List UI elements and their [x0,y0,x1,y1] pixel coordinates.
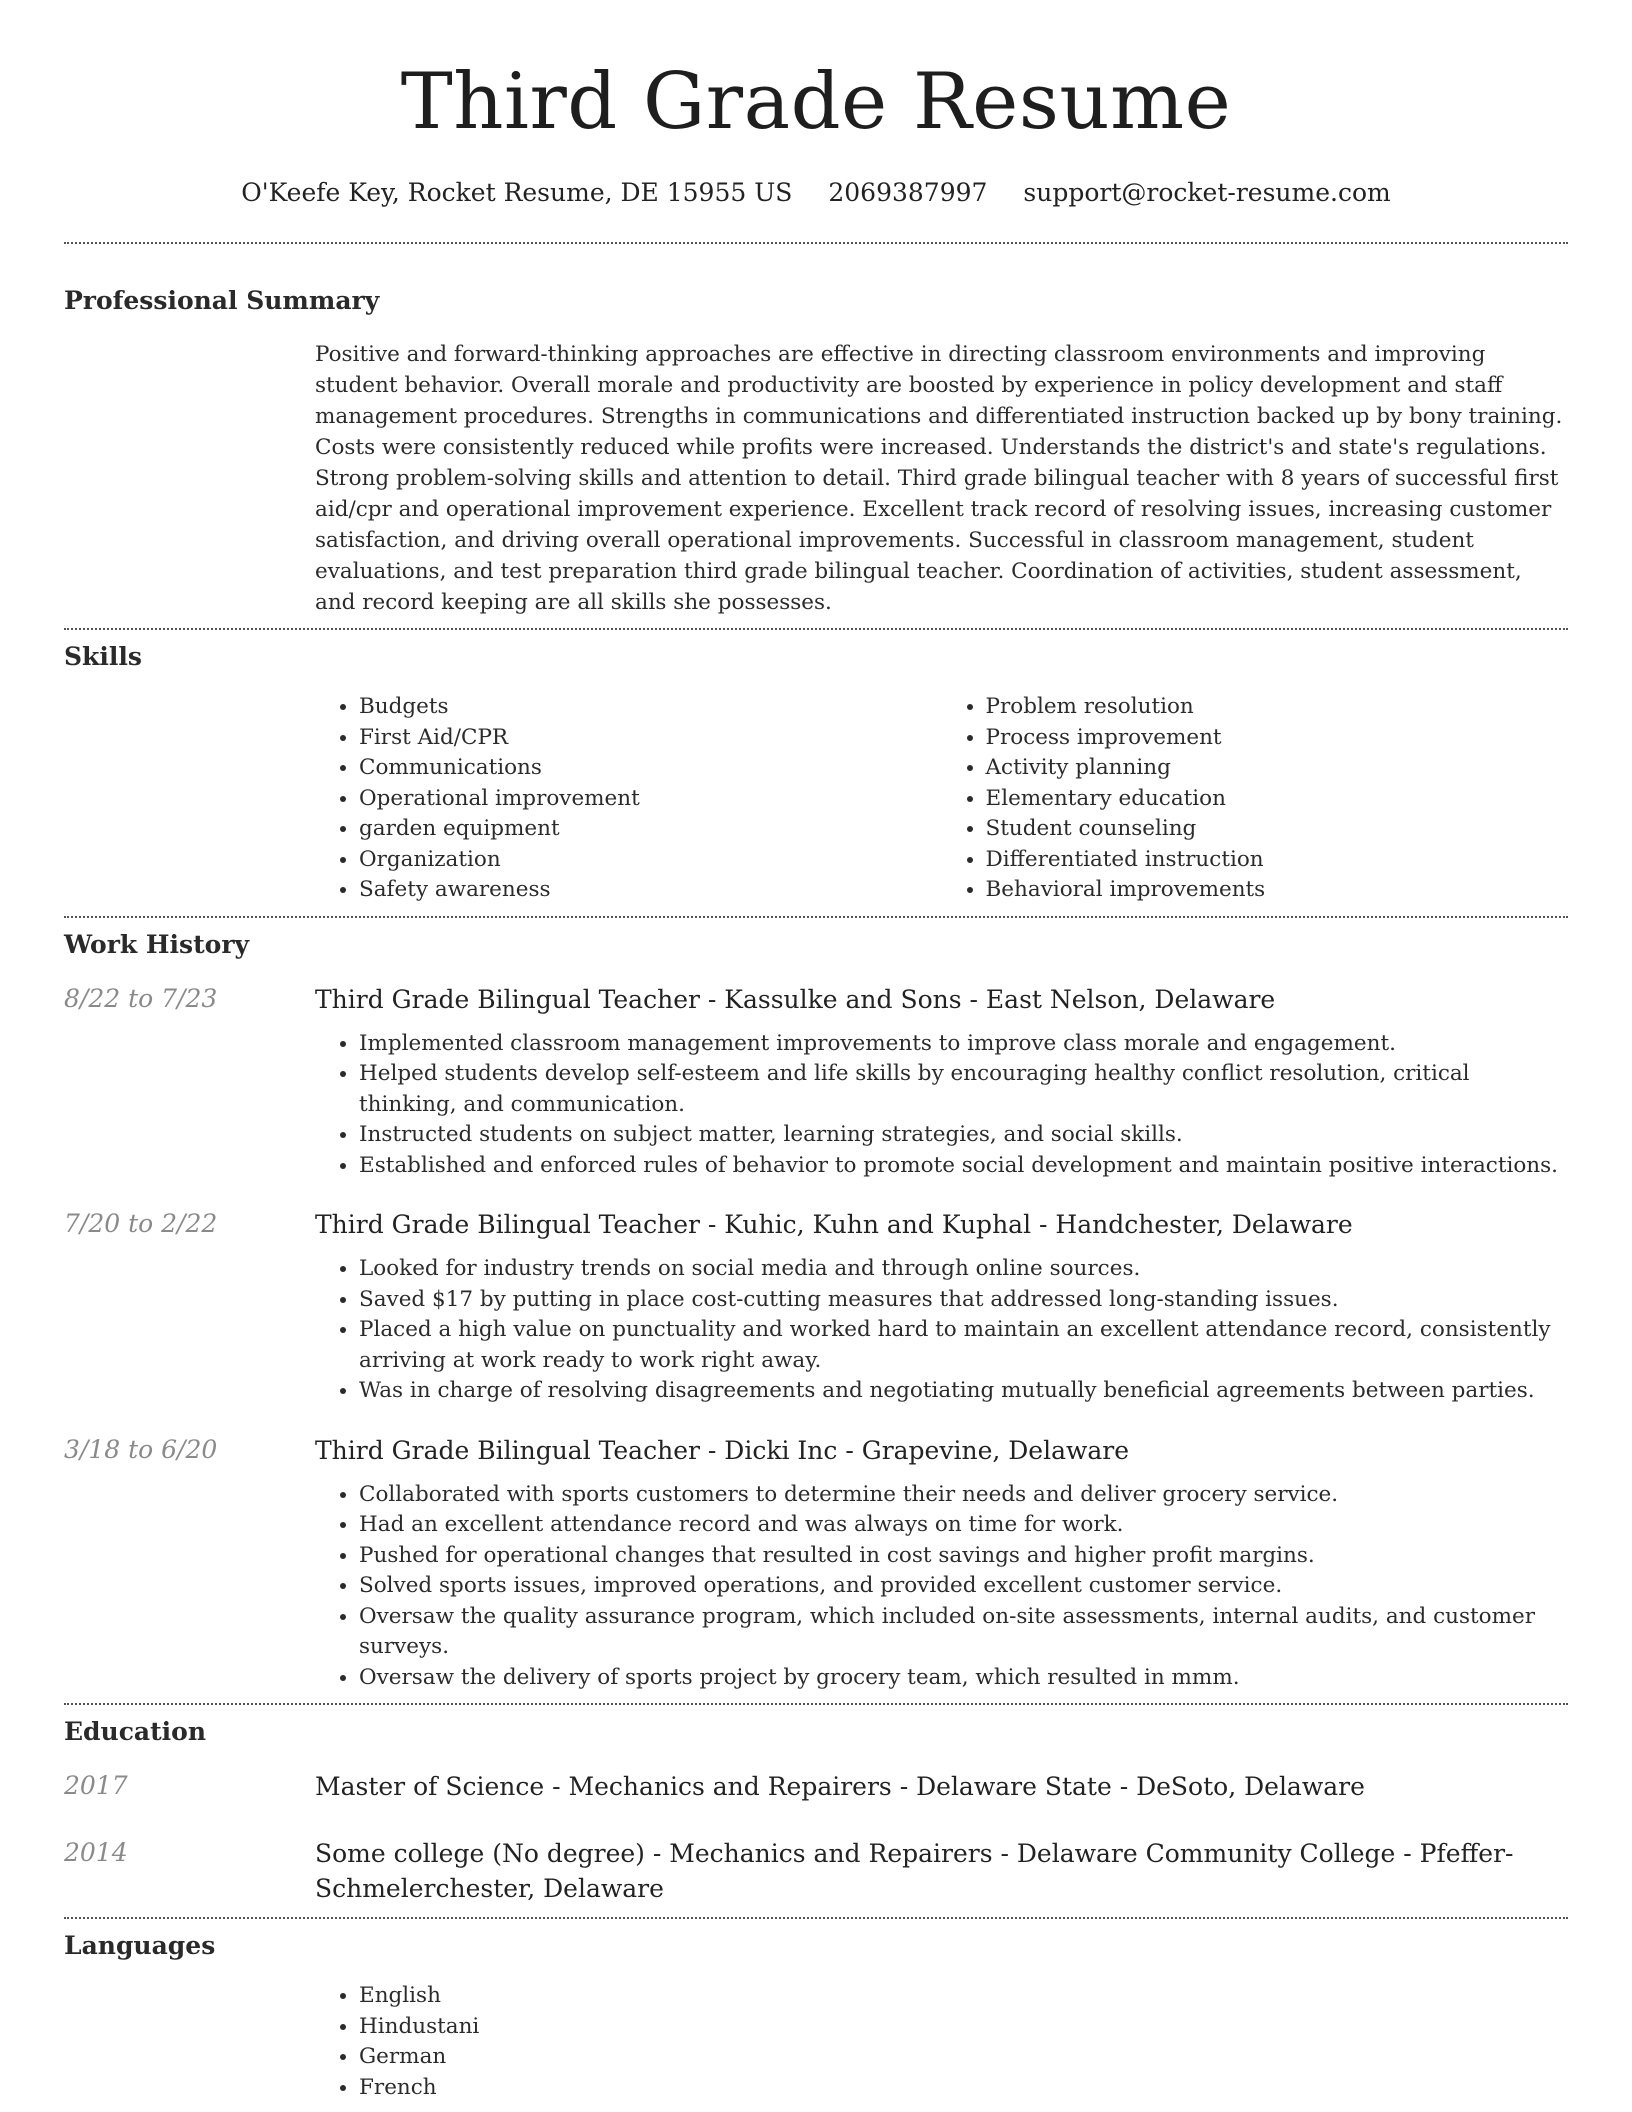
skills-list-right [942,692,1569,906]
work-bullet: • Oversaw the quality assurance program, which included on-site assessments, internal audits, and customer surveys. [359,1602,1568,1663]
skill-item: • Behavioral improvements [986,875,1569,906]
work-section [64,928,1568,1694]
contact-phone: 2069387997 [828,178,988,207]
education-entry [64,1769,1568,1804]
skills-list-left [315,692,942,906]
work-bullets [315,1254,1568,1407]
summary-heading: Professional Summary [64,286,380,315]
work-bullet: • Established and enforced rules of behavior to promote social development and maintain positive interactions. [359,1151,1568,1182]
languages-heading: Languages [64,1931,216,1960]
skill-item: • Activity planning [986,753,1569,784]
summary-text: Positive and forward-thinking approaches are effective in directing classroom environments and improving student behavior. Overall morale and productivity are boosted by experience in policy development and staff management procedures. Strengths in communications and differentiated instruction backed up by bony training. Costs were consistently reduced while profits were increased. Understands the district's and state's regulations. Strong problem-solving skills and attention to detail. Third grade bilingual teacher with 8 years of successful first aid/cpr and operational improvement experience. Excellent track record of resolving issues, increasing customer satisfaction, and driving overall operational improvements. Successful in classroom management, student evaluations, and test preparation third grade bilingual teacher. Coordination of activities, student assessment, and record keeping are all skills she possesses. [315,342,1563,615]
languages-section [64,1929,1568,2103]
contact-email: support@rocket-resume.com [1023,178,1391,207]
skill-item: • Problem resolution [986,692,1569,723]
work-entry-body [315,1207,1568,1407]
work-entry [64,1207,1568,1407]
work-entries [64,982,1568,1694]
work-entry-body [315,1433,1568,1694]
work-heading: Work History [64,929,250,959]
language-item: • English [359,1981,1568,2012]
work-bullet: • Looked for industry trends on social media and through online sources. [359,1254,1568,1285]
summary-section [64,284,1568,618]
work-bullets [315,1480,1568,1694]
languages-list-wrap [315,1981,1568,2103]
work-title: Third Grade Bilingual Teacher - Kuhic, Kuhn and Kuphal - Handchester, Delaware [315,1210,1353,1239]
skills-section [64,640,1568,906]
contact-address: O'Keefe Key, Rocket Resume, DE 15955 US [241,178,793,207]
divider [64,1703,1568,1705]
skill-item: • Student counseling [986,814,1569,845]
skill-item: • garden equipment [359,814,942,845]
work-bullet: • Saved $17 by putting in place cost-cutting measures that addressed long-standing issues. [359,1285,1568,1316]
skill-item: • Organization [359,845,942,876]
education-year: 2014 [64,1838,128,1867]
work-bullet: • Pushed for operational changes that resulted in cost savings and higher profit margins. [359,1541,1568,1572]
resume-page [64,0,1568,2103]
education-text: Some college (No degree) - Mechanics and Repairers - Delaware Community College - Pfeffer-Schmelerchester, Delaware [315,1839,1514,1903]
skill-item: • Safety awareness [359,875,942,906]
skill-item: • First Aid/CPR [359,723,942,754]
work-bullet: • Placed a high value on punctuality and worked hard to maintain an excellent attendance record, consistently arriving at work ready to work right away. [359,1315,1568,1376]
work-bullet: • Solved sports issues, improved operations, and provided excellent customer service. [359,1571,1568,1602]
work-entry [64,1433,1568,1694]
work-bullet: • Had an excellent attendance record and was always on time for work. [359,1510,1568,1541]
work-dates: 8/22 to 7/23 [64,983,218,1013]
skill-item: • Process improvement [986,723,1569,754]
contact-line [64,176,1568,210]
skill-item: • Operational improvement [359,784,942,815]
education-year: 2017 [64,1771,128,1800]
divider [64,628,1568,630]
divider [64,242,1568,244]
skill-item: • Differentiated instruction [986,845,1569,876]
work-bullet: • Implemented classroom management improvements to improve class morale and engagement. [359,1029,1568,1060]
divider [64,916,1568,918]
skills-columns [315,692,1568,906]
work-dates: 7/20 to 2/22 [64,1209,218,1238]
resume-title: Third Grade Resume [400,57,1232,147]
education-entries [64,1769,1568,1906]
work-title: Third Grade Bilingual Teacher - Kassulke and Sons - East Nelson, Delaware [315,984,1276,1014]
language-item: • French [359,2073,1568,2104]
education-section [64,1715,1568,1906]
skill-item: • Communications [359,753,942,784]
work-bullet: • Oversaw the delivery of sports project by grocery team, which resulted in mmm. [359,1663,1568,1694]
languages-list [315,1981,1568,2103]
work-entry [64,982,1568,1182]
work-bullet: • Was in charge of resolving disagreements and negotiating mutually beneficial agreements between parties. [359,1376,1568,1407]
language-item: • Hindustani [359,2012,1568,2043]
work-bullet: • Collaborated with sports customers to determine their needs and deliver grocery service. [359,1480,1568,1511]
language-item: • German [359,2042,1568,2073]
education-entry [64,1836,1568,1906]
work-bullet: • Helped students develop self-esteem and life skills by encouraging healthy conflict resolution, critical thinking, and communication. [359,1059,1568,1120]
skill-item: • Budgets [359,692,942,723]
skill-item: • Elementary education [986,784,1569,815]
work-bullet: • Instructed students on subject matter, learning strategies, and social skills. [359,1120,1568,1151]
work-dates: 3/18 to 6/20 [64,1434,218,1464]
work-title: Third Grade Bilingual Teacher - Dicki Inc - Grapevine, Delaware [315,1435,1130,1465]
education-heading: Education [64,1717,207,1746]
work-bullets [315,1029,1568,1182]
divider [64,1917,1568,1919]
skills-heading: Skills [64,642,142,671]
education-text: Master of Science - Mechanics and Repairers - Delaware State - DeSoto, Delaware [315,1772,1365,1801]
work-entry-body [315,982,1568,1182]
